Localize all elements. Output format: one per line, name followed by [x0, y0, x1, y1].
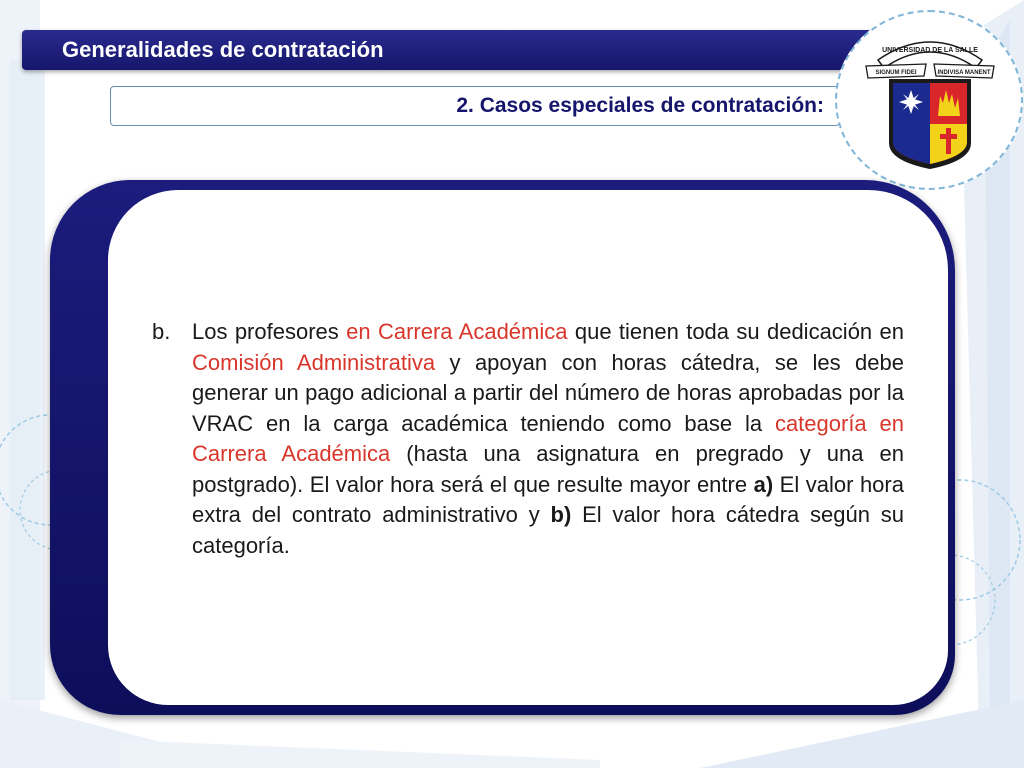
text-segment: Los profesores	[192, 319, 347, 344]
option-b-marker: b)	[550, 502, 572, 527]
text-segment: El valor hora cátedra según su categoría.	[192, 502, 904, 558]
text-segment: que tienen toda su dedicación en	[567, 319, 904, 344]
option-a-marker: a)	[753, 471, 774, 497]
crest-top-text: UNIVERSIDAD DE LA SALLE	[882, 47, 978, 54]
text-segment: El valor hora extra del contrato administrativo y	[192, 471, 904, 527]
crest-left-ribbon: SIGNUM FIDEI	[875, 70, 917, 76]
text-segment: (hasta una asignatura en pregrado y una en postgrado). El valor hora será el que resulte mayor entre	[192, 441, 904, 497]
list-item-text	[192, 317, 904, 561]
section-subtitle: 2. Casos especiales de contratación:	[456, 94, 824, 117]
text-segment: y apoyan con horas cátedra, se les debe generar un pago adicional a partir del número de horas aprobadas por la VRAC en la carga académica teniendo como base la	[192, 349, 905, 436]
highlight-comision-administrativa: Comisión Administrativa	[192, 349, 436, 375]
list-item-b	[152, 317, 904, 561]
highlight-categoria: categoría en Carrera Académica	[192, 410, 904, 466]
list-marker: b.	[152, 319, 171, 344]
page-title: Generalidades de contratación	[62, 37, 384, 62]
highlight-carrera-academica: en Carrera Académica	[346, 319, 568, 344]
university-crest-icon	[860, 28, 1000, 173]
crest-right-ribbon: INDIVISA MANENT	[937, 70, 991, 76]
